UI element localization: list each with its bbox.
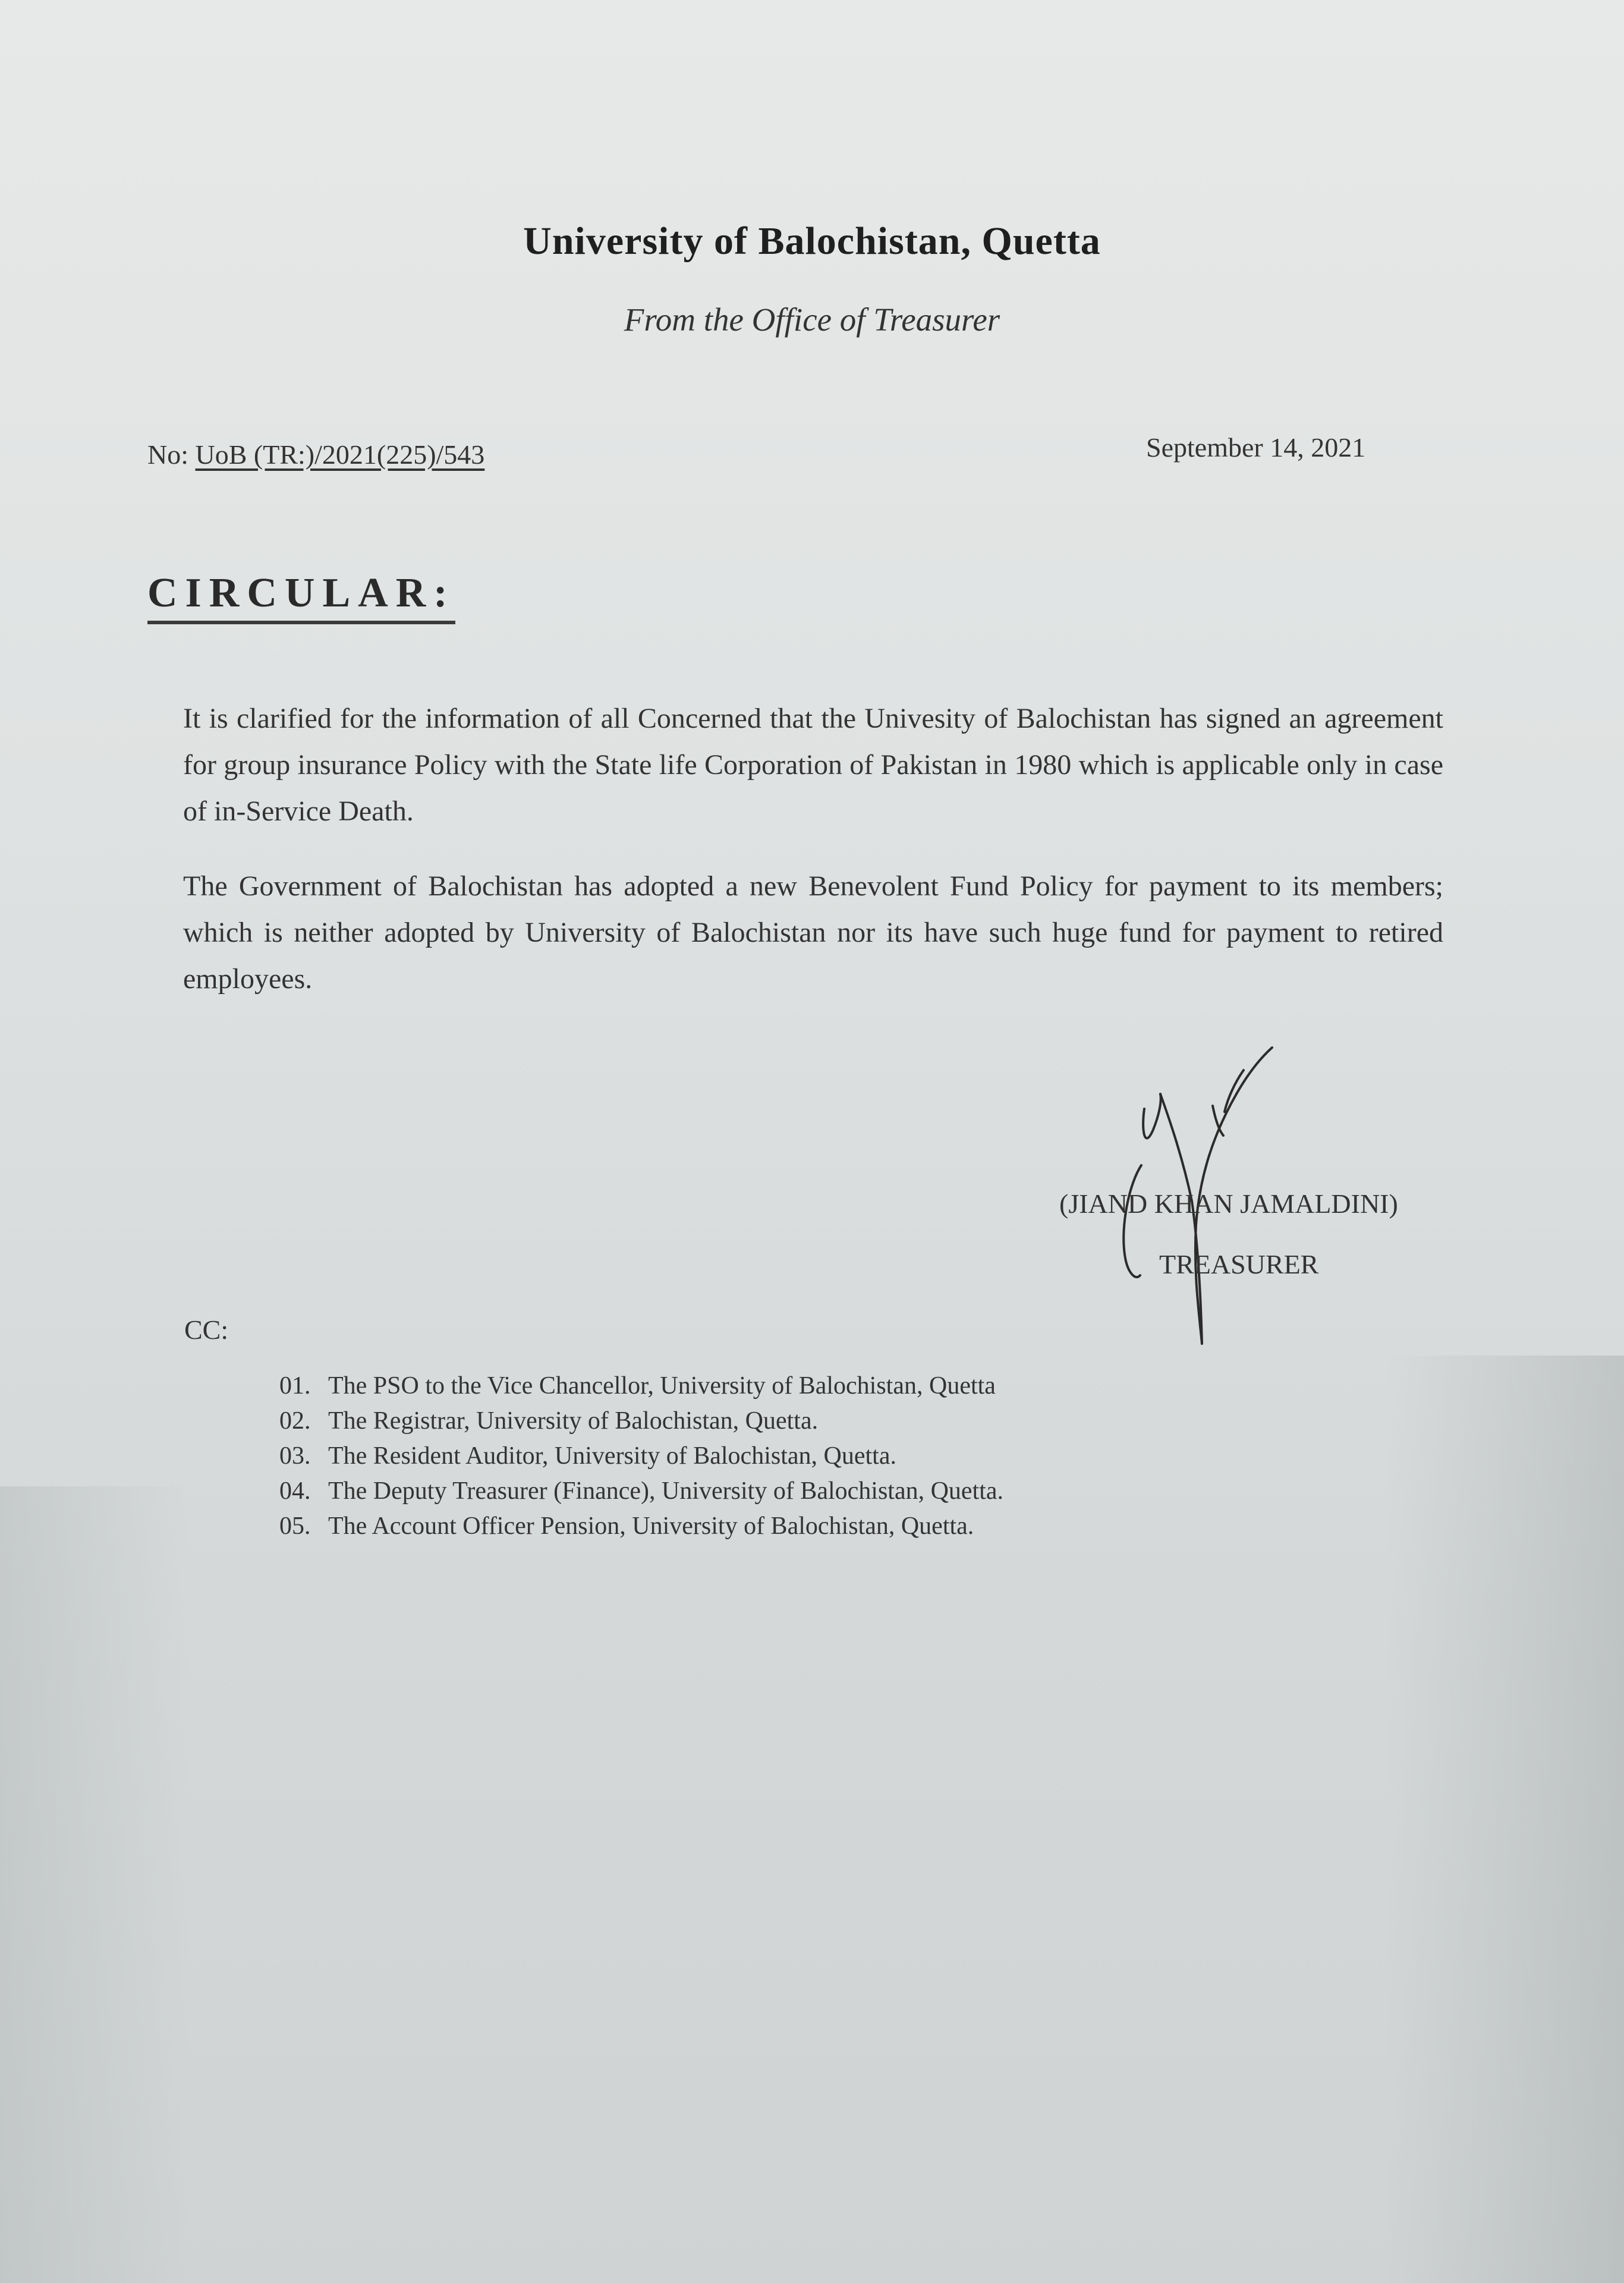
cc-item — [279, 1509, 1003, 1544]
signatory-title: TREASURER — [1159, 1249, 1319, 1279]
circular-heading: CIRCULAR: — [147, 570, 455, 624]
cc-item-text: The PSO to the Vice Chancellor, University of Balochistan, Quetta — [328, 1372, 996, 1400]
cc-item-text: The Resident Auditor, University of Balochistan, Quetta. — [328, 1442, 896, 1470]
document-date: September 14, 2021 — [1146, 432, 1366, 463]
cc-item-text: The Deputy Treasurer (Finance), University of Balochistan, Quetta. — [328, 1477, 1004, 1505]
reference-label: No: — [147, 439, 188, 470]
cc-label: CC: — [184, 1315, 229, 1345]
reference-value: UoB (TR:)/2021(225)/543 — [195, 439, 485, 470]
lighting-shadow-left — [0, 1486, 190, 2283]
cc-item-number: 05. — [279, 1512, 311, 1540]
cc-item — [279, 1369, 1003, 1404]
document-subtitle: From the Office of Treasurer — [624, 301, 1000, 338]
cc-list — [279, 1369, 1003, 1544]
document-title: University of Balochistan, Quetta — [523, 219, 1101, 263]
signatory-name: (JIAND KHAN JAMALDINI) — [1059, 1188, 1398, 1219]
body-paragraph-1: It is clarified for the information of all Concerned that the Univesity of Balochistan has signed an agreement for group insurance Policy with the State life Corporation of Pakistan in 1980 which is applicable only in case of in-Service Death. — [183, 703, 1443, 827]
cc-item — [279, 1474, 1003, 1509]
cc-item-number: 04. — [279, 1477, 311, 1505]
lighting-shadow-right — [1385, 1356, 1624, 2283]
cc-item — [279, 1439, 1003, 1474]
cc-item-text: The Account Officer Pension, University of Balochistan, Quetta. — [328, 1512, 974, 1540]
body-paragraph-2: The Government of Balochistan has adopted a new Benevolent Fund Policy for payment to its members; which is neither adopted by University of Balochistan nor its have such huge fund for payment to retired employees. — [183, 870, 1443, 995]
cc-item — [279, 1404, 1003, 1439]
cc-item-text: The Registrar, University of Balochistan, Quetta. — [328, 1407, 819, 1435]
cc-item-number: 02. — [279, 1407, 311, 1435]
cc-item-number: 01. — [279, 1372, 311, 1400]
cc-item-number: 03. — [279, 1442, 311, 1470]
reference-number — [147, 439, 484, 470]
